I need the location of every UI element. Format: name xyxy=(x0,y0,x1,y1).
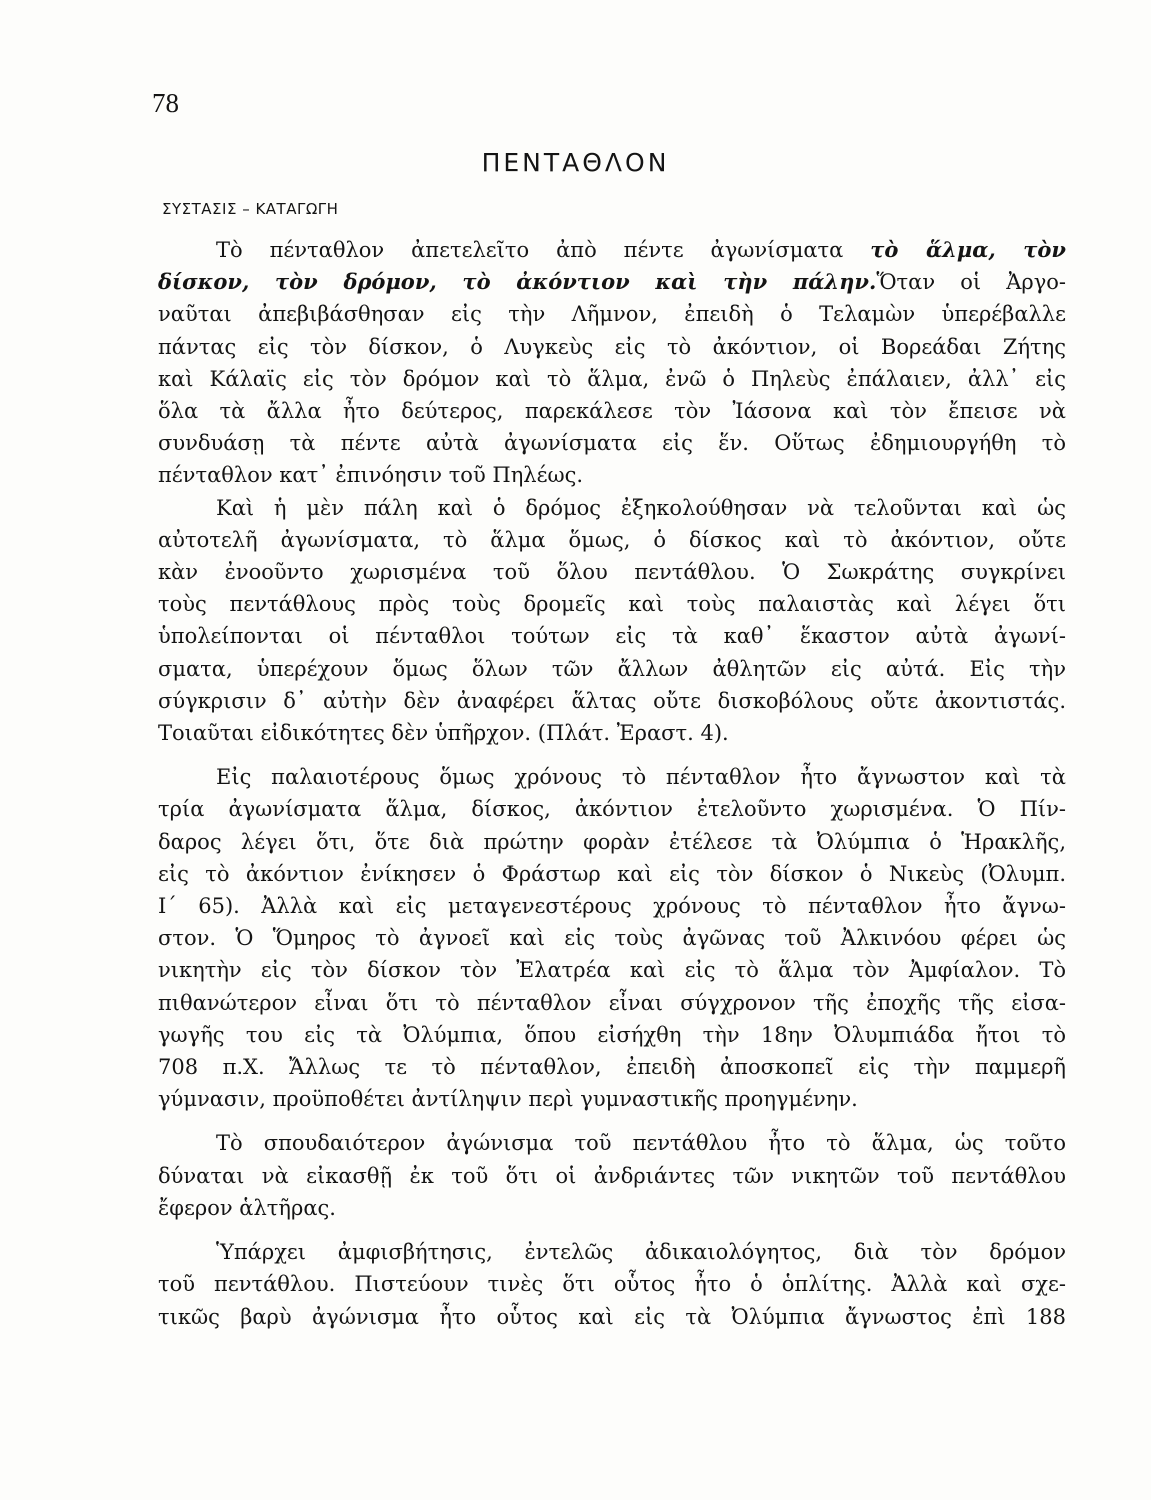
text-line: τοὺς πεντάθλους πρὸς τοὺς δρομεῖς καὶ τοὺς παλαιστὰς καὶ λέγει ὅτι xyxy=(158,592,1066,617)
text-line: σματα, ὑπερέχουν ὅμως ὅλων τῶν ἄλλων ἀθλητῶν εἰς αὐτά. Εἰς τὴν xyxy=(158,656,1066,681)
text-line: Ι΄ 65). Ἀλλὰ καὶ εἰς μεταγενεστέρους χρόνους τὸ πένταθλον ἦτο ἄγνω- xyxy=(158,894,1066,919)
text-line: τοῦ πεντάθλου. Πιστεύουν τινὲς ὅτι οὗτος ἦτο ὁ ὁπλίτης. Ἀλλὰ καὶ σχε- xyxy=(158,1272,1066,1297)
text-line xyxy=(158,234,1066,266)
text-line: τικῶς βαρὺ ἀγώνισμα ἦτο οὗτος καὶ εἰς τὰ Ὀλύμπια ἄγνωστος ἐπὶ 188 xyxy=(158,1304,1066,1329)
text-line: αὐτοτελῆ ἀγωνίσματα, τὸ ἅλμα ὅμως, ὁ δίσκος καὶ τὸ ἀκόντιον, οὔτε xyxy=(158,527,1066,552)
text-line xyxy=(158,266,1066,298)
text-line: πάντας εἰς τὸν δίσκον, ὁ Λυγκεὺς εἰς τὸ ἀκόντιον, οἱ Βορεάδαι Ζήτης xyxy=(158,334,1066,359)
paragraph-1 xyxy=(158,234,1066,492)
paragraph-5 xyxy=(158,1236,1066,1333)
paragraph-4 xyxy=(158,1127,1066,1224)
text-line: τρία ἀγωνίσματα ἅλμα, δίσκος, ἀκόντιον ἐτελοῦντο χωρισμένα. Ὁ Πίν- xyxy=(158,797,1066,822)
text-span: Ὅταν οἱ Ἀργο- xyxy=(876,270,1066,295)
emphasis-text: τὸ ἅλμα, τὸν xyxy=(870,237,1066,262)
text-line: Καὶ ἡ μὲν πάλη καὶ ὁ δρόμος ἐξηκολούθησαν νὰ τελοῦνται καὶ ὡς xyxy=(216,495,1066,520)
paragraph-gap xyxy=(158,1224,1066,1236)
paragraph-3 xyxy=(158,761,1066,1115)
text-line: Ὑπάρχει ἀμφισβήτησις, ἐντελῶς ἀδικαιολόγητος, διὰ τὸν δρόμον xyxy=(216,1240,1066,1265)
text-line: γωγῆς του εἰς τὰ Ὀλύμπια, ὅπου εἰσήχθη τὴν 18ην Ὀλυμπιάδα ἤτοι τὸ xyxy=(158,1022,1066,1047)
text-line: σύγκρισιν δ᾽ αὐτὴν δὲν ἀναφέρει ἅλτας οὔτε δισκοβόλους οὔτε ἀκοντιστάς. xyxy=(158,688,1066,713)
text-line: ναῦται ἀπεβιβάσθησαν εἰς τὴν Λῆμνον, ἐπειδὴ ὁ Τελαμὼν ὑπερέβαλλε xyxy=(158,302,1066,327)
text-line: ἔφερον ἁλτῆρας. xyxy=(158,1195,336,1220)
text-line: Εἰς παλαιοτέρους ὅμως χρόνους τὸ πένταθλον ἦτο ἄγνωστον καὶ τὰ xyxy=(216,765,1066,790)
emphasis-text: δίσκον, τὸν δρόμον, τὸ ἀκόντιον καὶ τὴν πάλην. xyxy=(158,269,877,295)
text-line: ὅλα τὰ ἄλλα ἦτο δεύτερος, παρεκάλεσε τὸν Ἰάσονα καὶ τὸν ἔπεισε νὰ xyxy=(158,399,1066,424)
page-number: 78 xyxy=(152,88,179,118)
paragraph-gap xyxy=(158,749,1066,761)
text-line: πιθανώτερον εἶναι ὅτι τὸ πένταθλον εἶναι σύγχρονον τῆς ἐποχῆς τῆς εἰσα- xyxy=(158,990,1066,1015)
text-line: δύναται νὰ εἰκασθῇ ἐκ τοῦ ὅτι οἱ ἀνδριάντες τῶν νικητῶν τοῦ πεντάθλου xyxy=(158,1163,1066,1188)
text-line: Τοιαῦται εἰδικότητες δὲν ὑπῆρχον. (Πλάτ. Ἐραστ. 4). xyxy=(158,721,729,746)
text-line: καὶ Κάλαϊς εἰς τὸν δρόμον καὶ τὸ ἅλμα, ἐνῶ ὁ Πηλεὺς ἐπάλαιεν, ἀλλ᾽ εἰς xyxy=(158,366,1066,391)
text-line: συνδυάσῃ τὰ πέντε αὐτὰ ἀγωνίσματα εἰς ἕν. Οὕτως ἐδημιουργήθη τὸ xyxy=(158,431,1066,456)
text-line: στον. Ὁ Ὅμηρος τὸ ἀγνοεῖ καὶ εἰς τοὺς ἀγῶνας τοῦ Ἀλκινόου φέρει ὡς xyxy=(158,926,1066,951)
section-heading: ΣΥΣΤΑΣΙΣ – ΚΑΤΑΓΩΓΗ xyxy=(162,200,339,218)
text-line: γύμνασιν, προϋποθέτει ἀντίληψιν περὶ γυμναστικῆς προηγμένην. xyxy=(158,1087,858,1112)
paragraph-gap xyxy=(158,1115,1066,1127)
chapter-title: ΠΕΝΤΑΘΛΟΝ xyxy=(481,148,670,177)
text-line: ὑπολείπονται οἱ πένταθλοι τούτων εἰς τὰ καθ᾽ ἕκαστον αὐτὰ ἀγωνί- xyxy=(158,624,1066,649)
text-line: νικητὴν εἰς τὸν δίσκον τὸν Ἐλατρέα καὶ εἰς τὸ ἅλμα τὸν Ἀμφίαλον. Τὸ xyxy=(158,958,1066,983)
text-line: πένταθλον κατ᾽ ἐπινόησιν τοῦ Πηλέως. xyxy=(158,463,584,488)
body-text xyxy=(158,234,1066,1333)
text-line: δαρος λέγει ὅτι, ὅτε διὰ πρώτην φορὰν ἐτέλεσε τὰ Ὀλύμπια ὁ Ἡρακλῆς, xyxy=(158,829,1066,854)
text-line: Τὸ σπουδαιότερον ἀγώνισμα τοῦ πεντάθλου ἦτο τὸ ἅλμα, ὡς τοῦτο xyxy=(216,1131,1066,1156)
text-line: κὰν ἐνοοῦντο χωρισμένα τοῦ ὅλου πεντάθλου. Ὁ Σωκράτης συγκρίνει xyxy=(158,560,1066,585)
text-line: εἰς τὸ ἀκόντιον ἐνίκησεν ὁ Φράστωρ καὶ εἰς τὸν δίσκον ὁ Νικεὺς (Ὀλυμπ. xyxy=(158,861,1066,886)
paragraph-2 xyxy=(158,492,1066,750)
text-span: Τὸ πένταθλον ἀπετελεῖτο ἀπὸ πέντε ἀγωνίσματα xyxy=(216,238,871,262)
text-line: 708 π.Χ. Ἄλλως τε τὸ πένταθλον, ἐπειδὴ ἀποσκοπεῖ εἰς τὴν παμμερῆ xyxy=(158,1055,1066,1080)
